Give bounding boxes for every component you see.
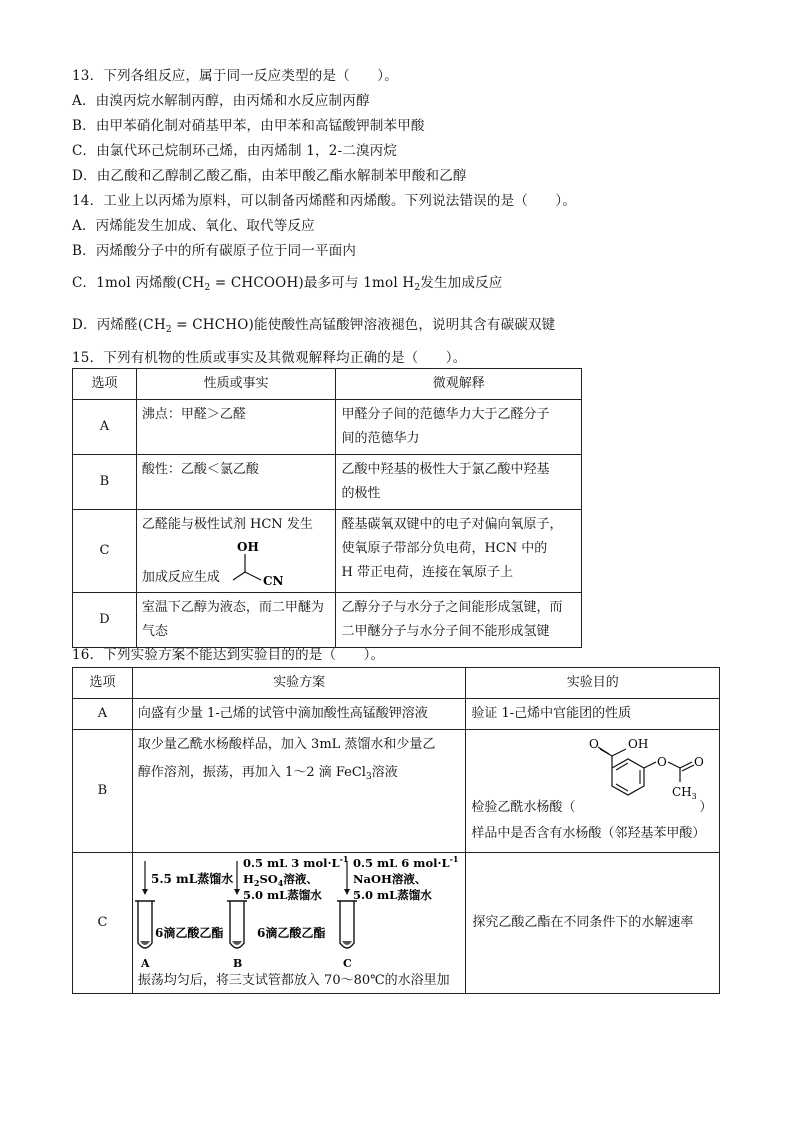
q15-row-d <box>73 593 582 648</box>
test-tube-a-liquid <box>140 941 150 945</box>
q15-row-d-fact <box>136 593 336 648</box>
q16-row-b-plan2-post: 溶液 <box>371 765 398 780</box>
q16-row-c <box>73 853 720 994</box>
q15-header-option: 选项 <box>73 369 137 400</box>
q16-header-option: 选项 <box>73 668 133 699</box>
q13-option-d: D．由乙酸和乙醇制乙酸乙酯，由苯甲酸乙酯水解制苯甲酸和乙醇 <box>72 168 467 184</box>
q15-row-b <box>73 455 582 510</box>
tube-b-top-line2 <box>243 872 318 888</box>
q15-row-b-explain-line1: 乙酸中羟基的极性大于氯乙酸中羟基 <box>341 462 550 477</box>
q15-row-c-option: C <box>73 510 137 593</box>
methyl-sub: 3 <box>692 792 698 801</box>
q16-header-goal: 实验目的 <box>466 668 720 699</box>
tube-a-letter: A <box>140 957 150 970</box>
tube-c-top-line1 <box>353 854 458 870</box>
q16-row-a-option: A <box>73 699 133 730</box>
q15-row-b-fact-line: 酸性：乙酸＜氯乙酸 <box>141 462 259 477</box>
q15-row-c-fact-line1: 乙醛能与极性试剂 HCN 发生 <box>141 517 313 532</box>
test-tube-c <box>340 901 354 948</box>
q13-option-c: C．由氯代环己烷制环己烯，由丙烯制 1，2-二溴丙烷 <box>72 143 398 159</box>
test-tube-b-liquid <box>232 941 242 945</box>
tube-b-top-line3: 5.0 mL蒸馏水 <box>242 888 322 902</box>
q15-row-a <box>73 400 582 455</box>
q14-d-formula: (CH <box>137 317 166 333</box>
tube-c-letter: C <box>342 957 352 970</box>
oh-label: OH <box>236 540 259 554</box>
q16-row-a <box>73 699 720 730</box>
q15-header-fact: 性质或事实 <box>136 369 336 400</box>
tube-b-top1: 0.5 mL 3 mol·L <box>242 856 340 870</box>
q16-row-b-option: B <box>73 730 133 853</box>
q15-stem: 15．下列有机物的性质或事实及其微观解释均正确的是（ ）。 <box>72 350 467 366</box>
q15-row-c-explain-line1: 醛基碳氧双键中的电子对偏向氧原子， <box>341 517 563 532</box>
bond-1 <box>233 572 245 580</box>
q15-header-explain: 微观解释 <box>336 369 582 400</box>
q16-row-b-plan-line2 <box>138 761 460 789</box>
q15-row-a-fact <box>136 400 336 455</box>
q15-row-a-explain-line1: 甲醛分子间的范德华力大于乙醛分子 <box>341 407 550 422</box>
q14-c-sub: 2 <box>204 283 211 293</box>
q15-row-a-explain-line2: 间的范德华力 <box>341 431 420 446</box>
cyanohydrin-structure-diagram <box>229 540 299 590</box>
arrow-a-head <box>142 889 148 895</box>
acetylsalicylic-acid-structure <box>576 734 716 816</box>
q14-c-formula: (CH <box>176 275 205 291</box>
acyl-o-label: O <box>694 755 705 769</box>
test-tube-b <box>230 901 244 948</box>
q14-d-sub: 2 <box>165 325 172 335</box>
q14-option-a: A．丙烯能发生加成、氧化、取代等反应 <box>72 218 315 234</box>
tube-c-top1: 0.5 mL 6 mol·L <box>352 856 450 870</box>
tube-b-top2-sub2: 4 <box>277 878 284 888</box>
tube-b-top-line1 <box>243 854 348 870</box>
q15-row-d-explain <box>336 593 582 648</box>
q15-row-d-explain-line2: 二甲醚分子与水分子间不能形成氢键 <box>341 624 550 639</box>
q14-d-formula2: = CHCHO) <box>171 317 254 333</box>
bond-cn <box>245 572 261 580</box>
test-tube-a <box>138 901 152 948</box>
q16-row-b-plan2-pre: 醇作溶剂，振荡，再加入 1～2 滴 FeCl <box>137 765 366 780</box>
q14-c-formula2: = CHCOOH) <box>210 275 304 291</box>
q15-row-b-fact <box>136 455 336 510</box>
q14-stem: 14．工业上以丙烯为原料，可以制备丙烯醛和丙烯酸。下列说法错误的是（ ）。 <box>72 193 577 209</box>
q16-row-b-goal-line1 <box>471 796 713 820</box>
q15-row-d-fact-line2: 气态 <box>141 624 168 639</box>
tube-b-letter: B <box>232 957 243 970</box>
tube-c-top1-sup: -1 <box>449 854 459 864</box>
q15-row-c-explain-line3: H 带正电荷，连接在氧原子上 <box>341 565 513 580</box>
q14-d-pre: D．丙烯醛 <box>72 317 138 333</box>
q15-row-a-fact-line: 沸点：甲醛＞乙醛 <box>141 407 246 422</box>
arrow-b-head <box>234 889 240 895</box>
q16-table <box>72 667 720 994</box>
q16-row-a-plan: 向盛有少量 1-己烯的试管中滴加酸性高锰酸钾溶液 <box>132 699 465 730</box>
q15-row-d-explain-line1: 乙醇分子与水分子之间能形成氢键，而 <box>341 600 563 615</box>
ester-c-bond <box>668 762 680 768</box>
q15-row-a-explain <box>336 400 582 455</box>
tube-b-top1-sup: -1 <box>339 854 349 864</box>
hydrolysis-test-tubes-diagram <box>133 853 467 975</box>
q14-option-d <box>72 313 555 335</box>
q16-row-b-plan <box>132 730 465 853</box>
q14-option-c <box>72 271 502 293</box>
q15-row-b-explain-line2: 的极性 <box>341 486 381 501</box>
q14-c-post: 发生加成反应 <box>420 275 503 291</box>
q15-row-c-fact <box>136 510 336 593</box>
q16-stem: 16．下列实验方案不能达到实验目的的是（ ）。 <box>72 647 385 663</box>
carbonyl-o-label: O <box>589 737 600 751</box>
q15-row-c-explain-line2: 使氧原子带部分负电荷，HCN 中的 <box>341 541 548 556</box>
q16-row-b-goal <box>466 730 720 853</box>
tube-b-top2-pre: H <box>242 872 254 886</box>
carbonyl-bond-b <box>598 747 609 754</box>
tube-b-top2-post: 溶液、 <box>283 872 318 886</box>
q16-row-a-goal: 验证 1-己烯中官能团的性质 <box>466 699 720 730</box>
q14-c-mid: 最多可与 1mol H <box>303 275 415 291</box>
q15-row-c <box>73 510 582 593</box>
test-tube-c-liquid <box>342 941 352 945</box>
q16-row-b-plan2-sub: 3 <box>365 772 372 782</box>
q16-row-c-option: C <box>73 853 133 994</box>
q16-row-b-goal-line2: 样品中是否含有水杨酸（邻羟基苯甲酸） <box>471 826 706 841</box>
q15-row-d-option: D <box>73 593 137 648</box>
q16-row-c-caption: 振荡均匀后，将三支试管都放入 70～80℃的水浴里加 <box>137 973 450 988</box>
q15-row-a-option: A <box>73 400 137 455</box>
q15-row-d-fact-line1: 室温下乙醇为液态，而二甲醚为 <box>141 600 324 615</box>
methyl-ch: CH <box>672 785 693 799</box>
q15-header-row <box>73 369 582 400</box>
tube-c-top-line3: 5.0 mL蒸馏水 <box>352 888 432 902</box>
tube-b-top2-mid: SO <box>259 872 278 886</box>
q16-row-b-goal1-text: 检验乙酰水杨酸（ <box>471 800 576 815</box>
arrow-c-head <box>344 889 350 895</box>
tube-b-top2-sub1: 2 <box>253 878 260 888</box>
tube-c-top-line2: NaOH溶液、 <box>352 872 427 886</box>
q16-header-row <box>73 668 720 699</box>
tube-b-drops-label: 6滴乙酸乙酯 <box>256 926 326 940</box>
q14-option-b: B．丙烯酸分子中的所有碳原子位于同一平面内 <box>72 243 357 259</box>
q16-row-b-goal1-close: ） <box>699 800 713 815</box>
hydroxyl-label: OH <box>628 737 649 751</box>
q16-row-b-plan-line1: 取少量乙酰水杨酸样品，加入 3mL 蒸馏水和少量乙 <box>137 737 436 752</box>
methyl-label <box>672 785 697 801</box>
tube-a-drops-label: 6滴乙酸乙酯 <box>154 926 224 940</box>
q16-row-b <box>73 730 720 853</box>
q15-row-b-option: B <box>73 455 137 510</box>
q16-row-c-goal: 探究乙酸乙酯在不同条件下的水解速率 <box>466 853 720 994</box>
q15-row-b-explain <box>336 455 582 510</box>
q15-row-c-fact-line2: 加成反应生成 <box>141 570 220 585</box>
q15-row-c-explain <box>336 510 582 593</box>
q14-d-post: 能使酸性高锰酸钾溶液褪色，说明其含有碳碳双键 <box>253 317 556 333</box>
benzene-ring <box>612 759 644 795</box>
ester-o-bond <box>644 762 656 768</box>
q14-c-pre: C．1mol 丙烯酸 <box>72 275 177 291</box>
tube-a-top-label: 5.5 mL蒸馏水 <box>150 872 234 886</box>
q14-c-sub2: 2 <box>414 283 421 293</box>
q13-option-b: B．由甲苯硝化制对硝基甲苯，由甲苯和高锰酸钾制苯甲酸 <box>72 118 425 134</box>
hydroxyl-bond <box>612 749 626 756</box>
q13-option-a: A．由溴丙烷水解制丙醇，由丙烯和水反应制丙醇 <box>72 93 370 109</box>
q15-table <box>72 368 582 648</box>
q16-header-plan: 实验方案 <box>132 668 465 699</box>
q16-row-c-plan <box>132 853 465 994</box>
q13-stem: 13．下列各组反应，属于同一反应类型的是（ ）。 <box>72 68 398 84</box>
ester-o-label: O <box>657 755 668 769</box>
cn-label: CN <box>262 574 284 588</box>
